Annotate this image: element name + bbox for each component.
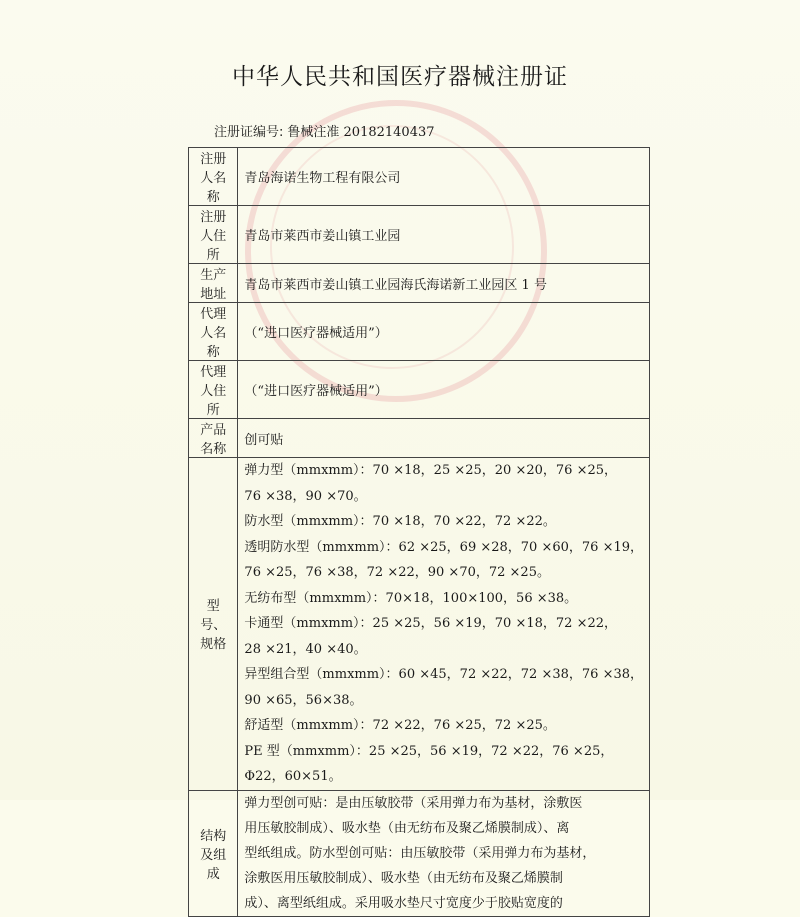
- table-row: [189, 303, 650, 361]
- structure-line: 涂敷医用压敏胶制成）、吸水垫（由无纺布及聚乙烯膜制: [244, 870, 563, 886]
- structure-value: [238, 790, 650, 916]
- registration-number-label: 注册证编号:: [214, 125, 284, 140]
- product-name-value: 创可贴: [238, 419, 650, 458]
- agent-address-value: （“进口医疗器械适用”）: [238, 361, 650, 419]
- spec-line: 76 ×38，90 ×70。: [244, 488, 367, 504]
- spec-line: 防水型（mmxmm）：70 ×18，70 ×22，72 ×22。: [244, 514, 556, 529]
- spec-line: Φ22，60×51。: [244, 769, 342, 784]
- spec-line: 舒适型（mmxmm）：72 ×22，76 ×25，72 ×25。: [244, 718, 556, 733]
- spec-line: 90 ×65，56×38。: [244, 692, 363, 708]
- registrant-address-label: 注册人住所: [189, 206, 238, 264]
- table-row: [189, 419, 650, 458]
- registrant-name-label: 注册人名称: [189, 148, 238, 206]
- spec-line: 76 ×25，76 ×38，72 ×22，90 ×70，72 ×25。: [244, 565, 550, 580]
- model-spec-label: 型号、规格: [189, 458, 238, 791]
- registration-number-value: 鲁械注准 20182140437: [287, 125, 435, 140]
- registrant-name-value: 青岛海诺生物工程有限公司: [238, 148, 650, 206]
- spec-line: 无纺布型（mmxmm）：70×18，100×100，56 ×38。: [244, 590, 578, 606]
- table-row: [189, 148, 650, 206]
- table-row: [189, 790, 650, 916]
- structure-label: 结构及组成: [189, 790, 238, 916]
- table-row: [189, 264, 650, 303]
- spec-line: 卡通型（mmxmm）：25 ×25，56 ×19，70 ×18，72 ×22，: [244, 616, 617, 631]
- spec-line: 弹力型（mmxmm）：70 ×18，25 ×25，20 ×20，76 ×25，: [244, 463, 617, 478]
- agent-name-value: （“进口医疗器械适用”）: [238, 303, 650, 361]
- document-title: 中华人民共和国医疗器械注册证: [232, 64, 568, 90]
- registration-number: [214, 121, 435, 140]
- spec-line: PE 型（mmxmm）：25 ×25，56 ×19，72 ×22，76 ×25，: [244, 743, 614, 759]
- spec-line: 透明防水型（mmxmm）：62 ×25，69 ×28，70 ×60，76 ×19，: [244, 539, 643, 555]
- product-name-label: 产品名称: [189, 419, 238, 458]
- agent-name-label: 代理人名称: [189, 303, 238, 361]
- structure-line: 弹力型创可贴：是由压敏胶带（采用弹力布为基材，涂敷医: [244, 795, 583, 811]
- production-address-label: 生产地址: [189, 264, 238, 303]
- structure-line: 用压敏胶制成）、吸水垫（由无纺布及聚乙烯膜制成）、离: [244, 820, 570, 836]
- structure-line: 成）、离型纸组成。采用吸水垫尺寸宽度少于胶贴宽度的: [244, 895, 563, 911]
- table-row: [189, 361, 650, 419]
- spec-line: 异型组合型（mmxmm）：60 ×45，72 ×22，72 ×38，76 ×38，: [244, 667, 643, 682]
- table-row: [189, 458, 650, 791]
- spec-line: 28 ×21，40 ×40。: [244, 641, 367, 657]
- certificate-table: [188, 147, 650, 917]
- agent-address-label: 代理人住所: [189, 361, 238, 419]
- table-row: [189, 206, 650, 264]
- model-spec-value: [238, 458, 650, 791]
- registrant-address-value: 青岛市莱西市姜山镇工业园: [238, 206, 650, 264]
- structure-line: 型纸组成。防水型创可贴：由压敏胶带（采用弹力布为基材，: [244, 845, 596, 861]
- production-address-value: 青岛市莱西市姜山镇工业园海氏海诺新工业园区 1 号: [238, 264, 650, 303]
